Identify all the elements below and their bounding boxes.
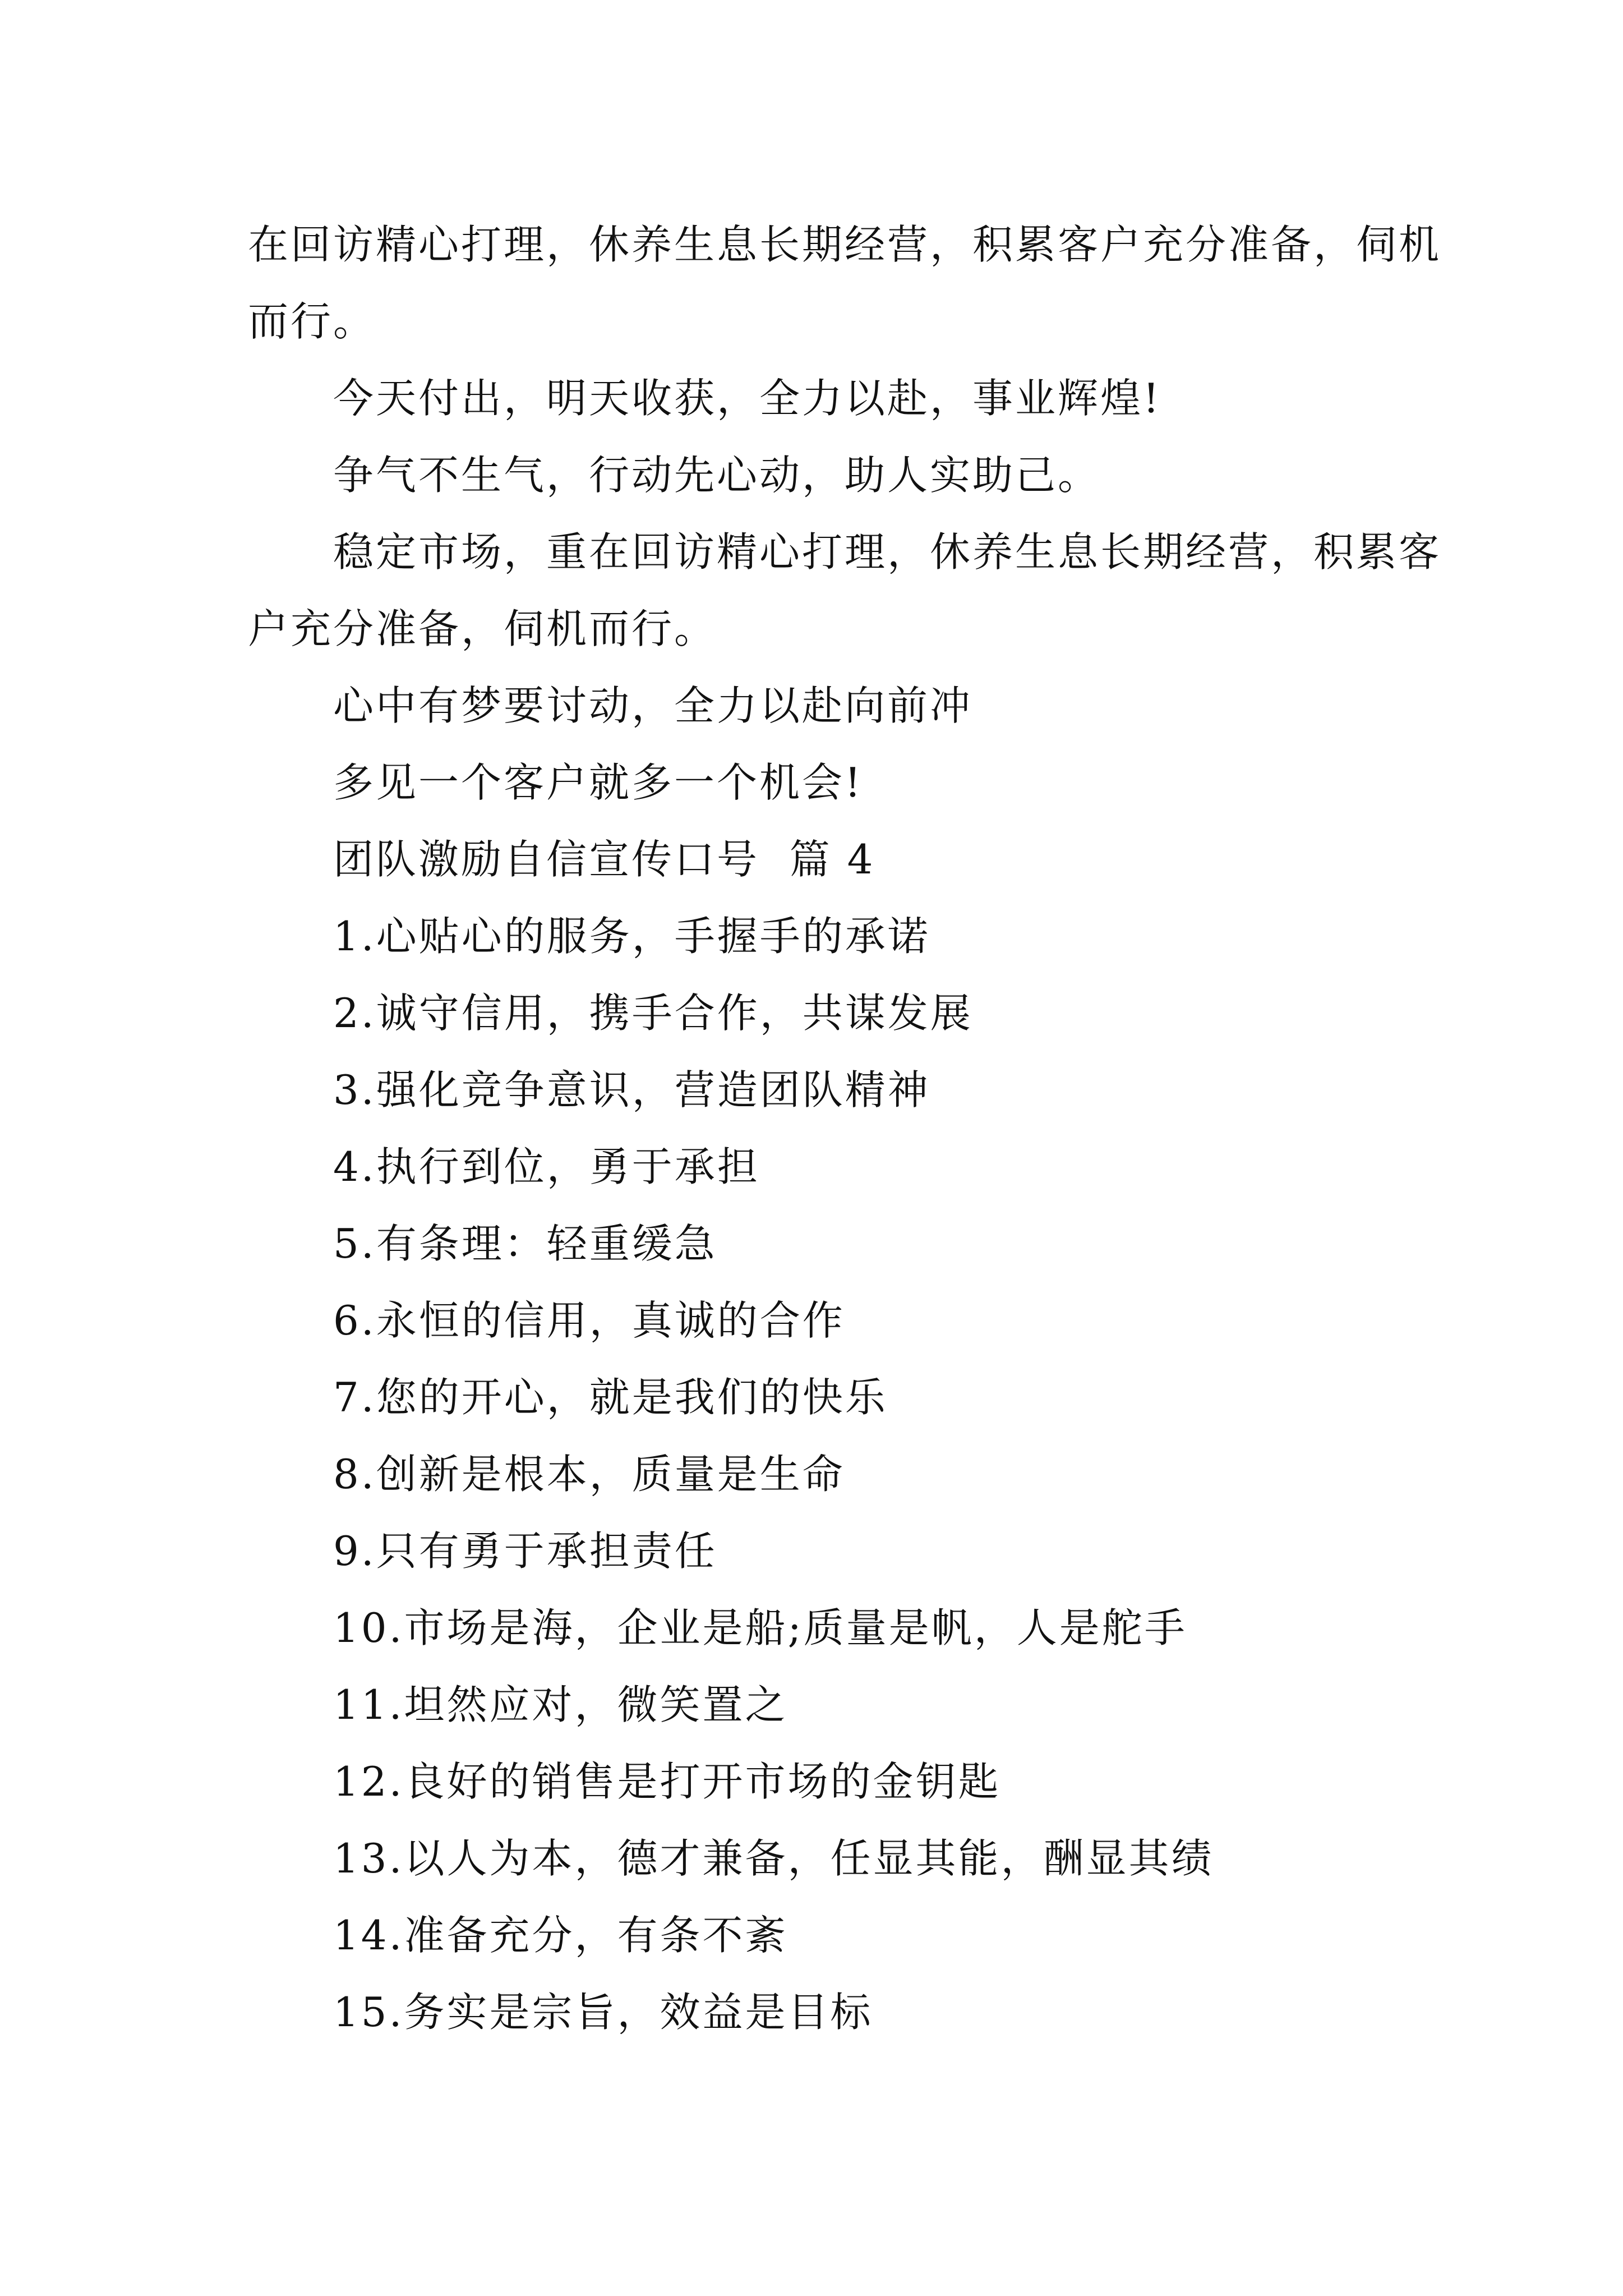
list-item: 6.永恒的信用，真诚的合作 bbox=[333, 1297, 845, 1344]
list-item: 3.强化竞争意识，营造团队精神 bbox=[333, 1066, 930, 1114]
paragraph-slogan-3: 稳定市场，重在回访精心打理，休养生息长期经营，积累客户充分准备，伺机而行。 bbox=[248, 528, 1442, 652]
list-item: 8.创新是根本，质量是生命 bbox=[333, 1451, 845, 1498]
section-heading: 团队激励自信宣传口号 篇 4 bbox=[333, 836, 875, 883]
list-item: 14.准备充分，有条不紊 bbox=[333, 1912, 788, 1959]
list-item: 4.执行到位，勇于承担 bbox=[333, 1143, 760, 1190]
paragraph-continuation: 在回访精心打理，休养生息长期经营，积累客户充分准备，伺机而行。 bbox=[248, 221, 1442, 345]
list-item: 11.坦然应对，微笑置之 bbox=[333, 1681, 788, 1728]
list-item: 10.市场是海，企业是船;质量是帆，人是舵手 bbox=[333, 1604, 1187, 1651]
paragraph-slogan-4: 心中有梦要讨动，全力以赴向前冲 bbox=[333, 682, 973, 729]
list-item: 5.有条理：轻重缓急 bbox=[333, 1220, 717, 1267]
list-item: 2.诚守信用，携手合作，共谋发展 bbox=[333, 990, 973, 1037]
paragraph-slogan-1: 今天付出，明天收获，全力以赴，事业辉煌! bbox=[333, 375, 1161, 422]
paragraph-slogan-2: 争气不生气，行动先心动，助人实助己。 bbox=[333, 452, 1101, 499]
list-item: 9.只有勇于承担责任 bbox=[333, 1527, 717, 1575]
list-item: 7.您的开心，就是我们的快乐 bbox=[333, 1374, 888, 1421]
paragraph-slogan-5: 多见一个客户就多一个机会! bbox=[333, 759, 863, 806]
list-item: 13.以人为本，德才兼备，任显其能，酬显其绩 bbox=[333, 1835, 1214, 1882]
list-item: 1.心贴心的服务，手握手的承诺 bbox=[333, 913, 930, 960]
list-item: 12.良好的销售是打开市场的金钥匙 bbox=[333, 1758, 1001, 1805]
list-item: 15.务实是宗旨，效益是目标 bbox=[333, 1989, 873, 2036]
document-body bbox=[248, 206, 1454, 2051]
